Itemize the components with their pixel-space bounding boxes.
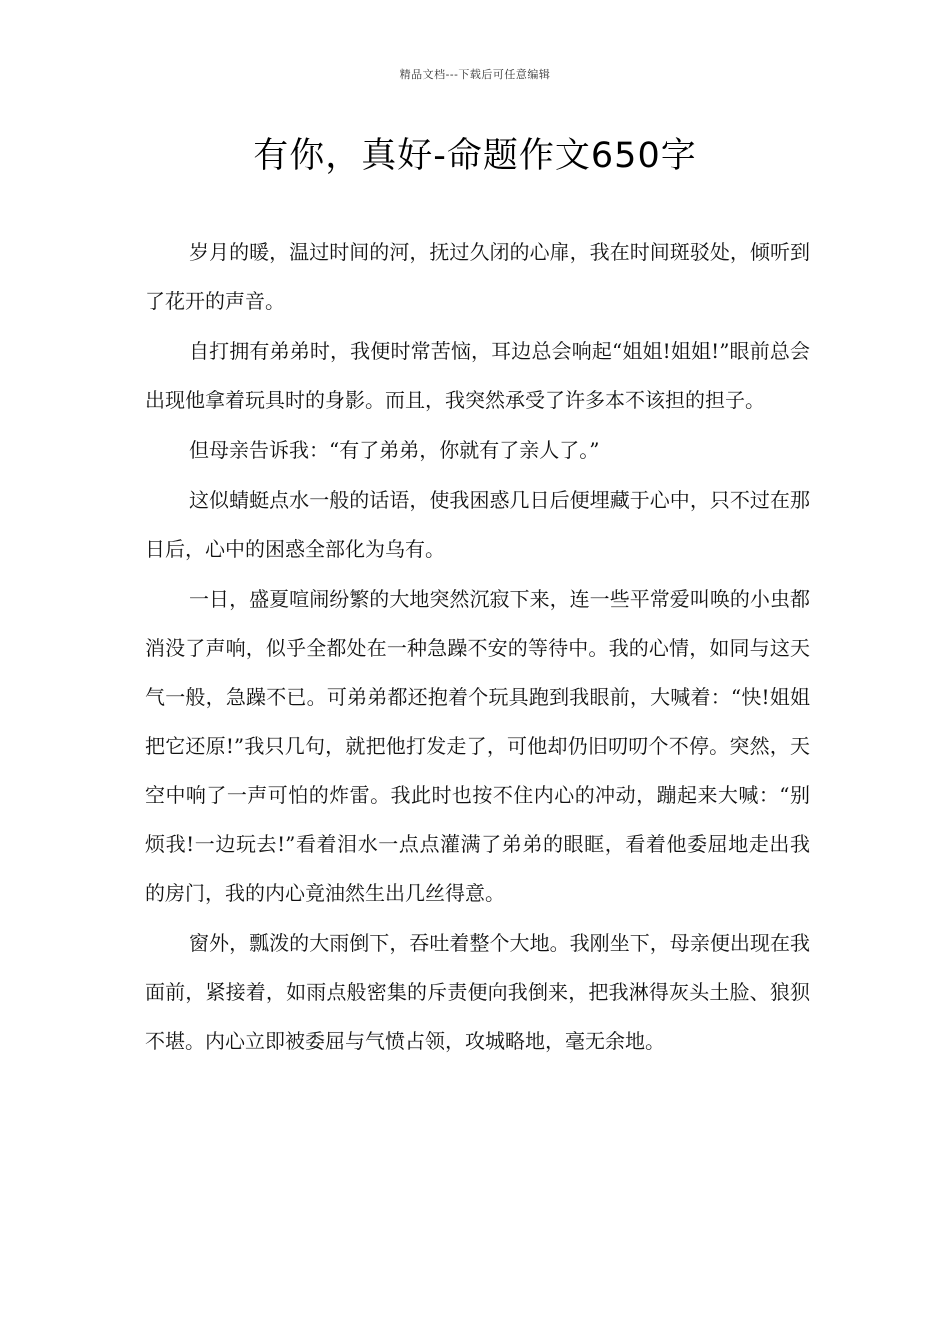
paragraph-4: 这似蜻蜓点水一般的话语，使我困惑几日后便埋藏于心中，只不过在那日后，心中的困惑全部化为乌有。 — [145, 488, 810, 561]
paragraph-1: 岁月的暖，温过时间的河，抚过久闭的心扉，我在时间斑驳处，倾听到了花开的声音。 — [145, 240, 810, 313]
document-title: 有你，真好-命题作文650字 — [253, 136, 697, 176]
paragraph-6: 窗外，瓢泼的大雨倒下，吞吐着整个大地。我刚坐下，母亲便出现在我面前，紧接着，如雨点般密集的斥责便向我倒来，把我淋得灰头土脸、狼狈不堪。内心立即被委屈与气愤占领，攻城略地，毫无余地。 — [145, 931, 810, 1053]
paragraph-5: 一日，盛夏喧闹纷繁的大地突然沉寂下来，连一些平常爱叫唤的小虫都消没了声响，似乎全都处在一种急躁不安的等待中。我的心情，如同与这天气一般，急躁不已。可弟弟都还抱着个玩具跑到我眼前，大喊着：“快!姐姐把它还原!”我只几句，就把他打发走了，可他却仍旧叨叨个不停。突然，天空中响了一声可怕的炸雷。我此时也按不住内心的冲动，蹦起来大喊：“别烦我!一边玩去!”看着泪水一点点灌满了弟弟的眼眶，看着他委屈地走出我的房门，我的内心竟油然生出几丝得意。 — [145, 587, 810, 905]
paragraph-3: 但母亲告诉我：“有了弟弟，你就有了亲人了。” — [189, 438, 600, 462]
header-note: 精品文档---下载后可任意编辑 — [399, 68, 551, 81]
article-body — [145, 228, 810, 1066]
paragraph-2: 自打拥有弟弟时，我便时常苦恼，耳边总会响起“姐姐!姐姐!”眼前总会出现他拿着玩具时的身影。而且，我突然承受了许多本不该担的担子。 — [145, 339, 810, 412]
